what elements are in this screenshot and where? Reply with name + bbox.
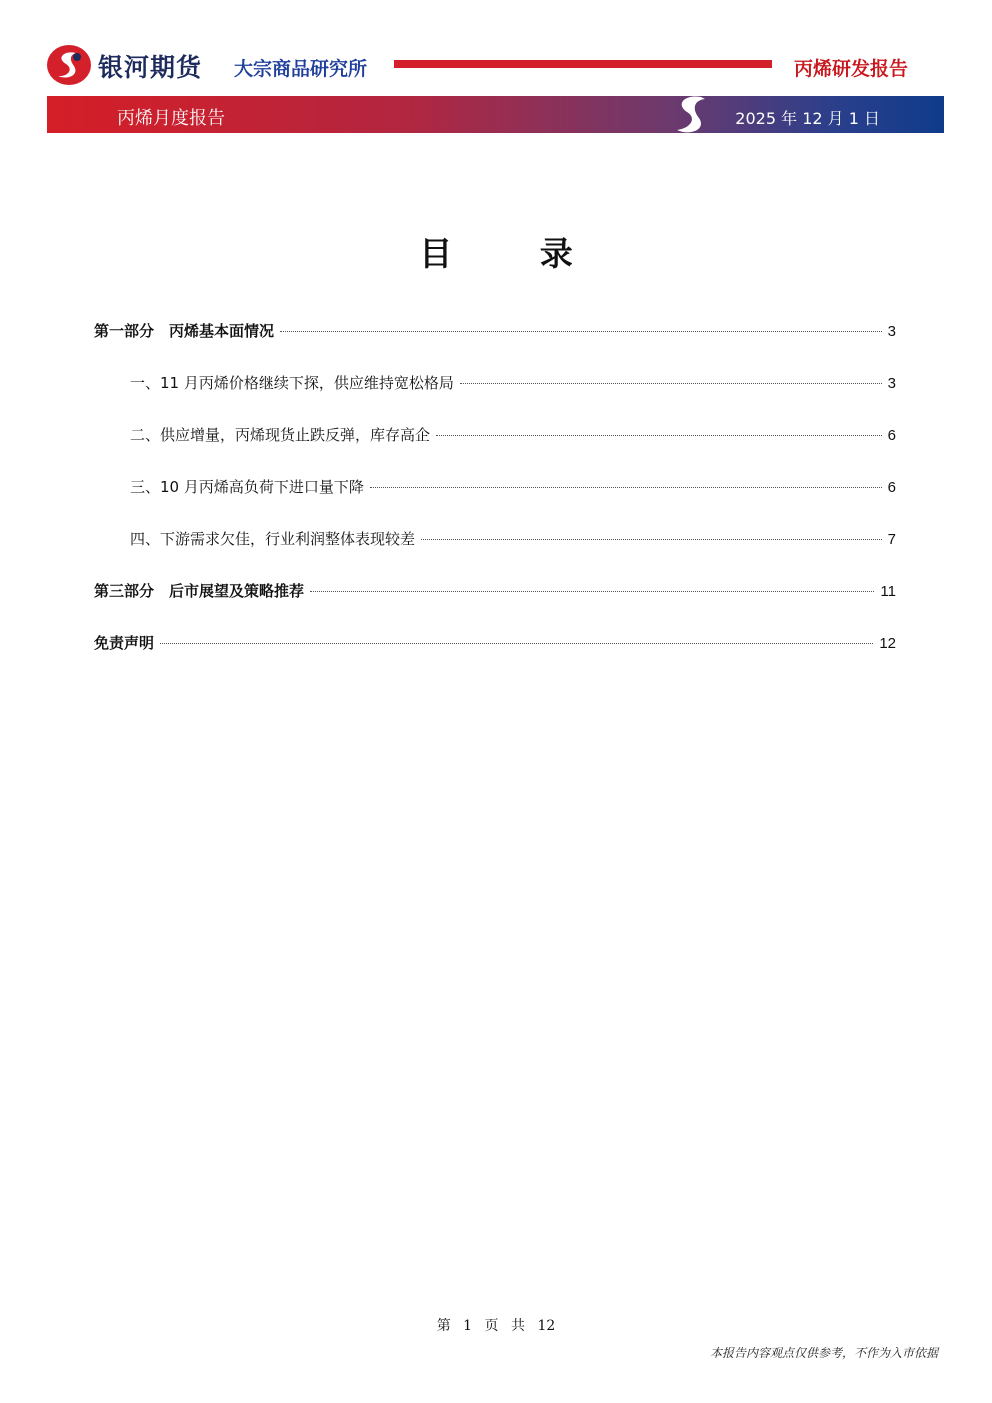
toc-entry-label: 第一部分 丙烯基本面情况 — [94, 322, 275, 340]
toc-leader-dots — [436, 435, 882, 436]
report-date: 2025 年 12 月 1 日 — [735, 109, 880, 128]
header-red-rule — [394, 60, 772, 68]
toc-entry-page: 12 — [879, 635, 896, 652]
toc-leader-dots — [370, 487, 882, 488]
toc-entry-label: 二、供应增量，丙烯现货止跌反弹，库存高企 — [130, 426, 431, 444]
toc-entry[interactable] — [94, 632, 896, 653]
toc-entry-label: 第三部分 后市展望及策略推荐 — [94, 582, 305, 600]
footer-disclaimer: 本报告内容观点仅供参考，不作为入市依据 — [709, 1346, 938, 1360]
toc-entry[interactable] — [94, 580, 896, 601]
toc-entry[interactable] — [130, 476, 896, 497]
toc-entry-page: 6 — [887, 479, 896, 496]
institute-name: 大宗商品研究所 — [234, 58, 368, 80]
page-number: 第 1 页 共 12 — [436, 1318, 556, 1334]
brand-name: 银河期货 — [98, 53, 203, 82]
toc-leader-dots — [421, 539, 882, 540]
toc-entry-label: 一、11 月丙烯价格继续下探，供应维持宽松格局 — [130, 374, 454, 392]
toc-title: 目 录 — [419, 234, 611, 273]
toc-entry-page: 11 — [880, 583, 896, 600]
toc-leader-dots — [460, 383, 882, 384]
toc-entry[interactable] — [130, 528, 896, 549]
toc-entry-label: 三、10 月丙烯高负荷下进口量下降 — [130, 478, 364, 496]
toc-entry-label: 免责声明 — [94, 634, 155, 652]
header-banner — [47, 96, 944, 133]
swoosh-icon — [671, 94, 711, 135]
toc-entry-page: 3 — [887, 323, 896, 340]
report-type: 丙烯研发报告 — [793, 58, 908, 80]
toc-leader-dots — [160, 643, 873, 644]
banner-title: 丙烯月度报告 — [117, 108, 225, 129]
toc-entry[interactable] — [130, 372, 896, 393]
toc-entry-page: 7 — [887, 531, 896, 548]
toc-entry[interactable] — [94, 320, 896, 341]
toc-entry[interactable] — [130, 424, 896, 445]
toc-leader-dots — [280, 331, 882, 332]
toc-entry-page: 3 — [887, 375, 896, 392]
galaxy-logo-icon — [46, 44, 92, 86]
toc-leader-dots — [310, 591, 874, 592]
toc-entry-label: 四、下游需求欠佳，行业利润整体表现较差 — [130, 530, 416, 548]
toc-entry-page: 6 — [887, 427, 896, 444]
